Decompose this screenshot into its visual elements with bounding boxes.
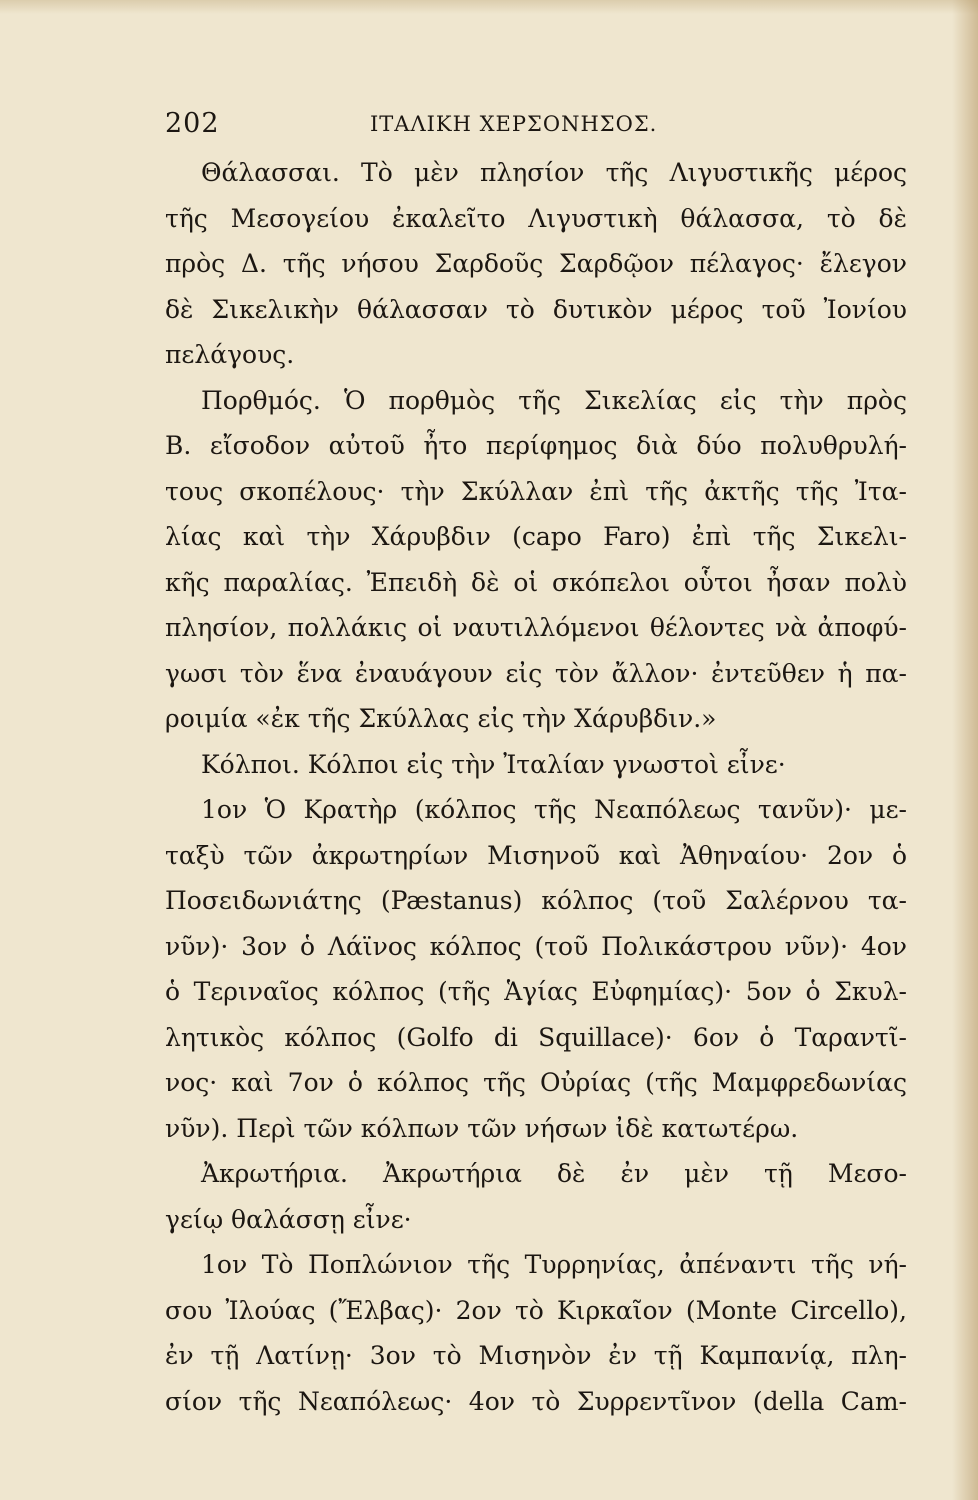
text-line: νῦν). Περὶ τῶν κόλπων τῶν νήσων ἰδὲ κατωτέρω.	[165, 1113, 799, 1143]
text-line: ταξὺ τῶν ἀκρωτηρίων Μισηνοῦ καὶ Ἀθηναίου· 2ον ὁ	[165, 840, 907, 870]
running-title: ΙΤΑΛΙΚΗ ΧΕΡΣΟΝΗΣΟΣ.	[370, 112, 658, 136]
text-line: κῆς παραλίας. Ἐπειδὴ δὲ οἱ σκόπελοι οὗτοι ἦσαν πολὺ	[165, 567, 907, 597]
text-line: Ποσειδωνιάτης (Pæstanus) κόλπος (τοῦ Σαλέρνου τα-	[165, 886, 907, 915]
text-line: ὁ Τεριναῖος κόλπος (τῆς Ἁγίας Εὐφημίας)· 5ον ὁ Σκυλ-	[165, 977, 907, 1006]
text-line: λίας καὶ τὴν Χάρυβδιν (capo Faro) ἐπὶ τῆς Σικελι-	[165, 522, 907, 551]
page-top-edge	[0, 0, 978, 14]
text-line: ροιμία «ἐκ τῆς Σκύλλας εἰς τὴν Χάρυβδιν.»	[165, 704, 717, 733]
text-line: Πορθμός. Ὁ πορθμὸς τῆς Σικελίας εἰς τὴν πρὸς	[201, 385, 907, 415]
text-line: ἐν τῇ Λατίνῃ· 3ον τὸ Μισηνὸν ἐν τῇ Καμπανίᾳ, πλη-	[165, 1341, 907, 1370]
text-line: πελάγους.	[165, 340, 295, 369]
body-text	[165, 150, 907, 1424]
text-line: τῆς Μεσογείου ἐκαλεῖτο Λιγυστικὴ θάλασσα, τὸ δὲ	[165, 203, 907, 233]
text-line: πρὸς Δ. τῆς νήσου Σαρδοῦς Σαρδῷον πέλαγος· ἔλεγον	[165, 249, 907, 278]
text-line: σίον τῆς Νεαπόλεως· 4ον τὸ Συρρεντῖνον (della Cam-	[165, 1386, 907, 1416]
page-header	[165, 108, 905, 148]
text-line: Κόλποι. Κόλποι εἰς τὴν Ἰταλίαν γνωστοὶ εἶνε·	[201, 749, 786, 779]
text-line: 1ον Τὸ Ποπλώνιον τῆς Τυρρηνίας, ἀπέναντι τῆς νή-	[201, 1250, 907, 1279]
text-line: σου Ἰλούας (Ἔλβας)· 2ον τὸ Κιρκαῖον (Monte Circello),	[165, 1295, 907, 1325]
text-line: νῦν)· 3ον ὁ Λάϊνος κόλπος (τοῦ Πολικάστρου νῦν)· 4ον	[165, 931, 907, 961]
text-line: γείῳ θαλάσσῃ εἶνε·	[165, 1204, 412, 1234]
text-line: Ἀκρωτήρια. Ἀκρωτήρια δὲ ἐν μὲν τῇ Μεσο-	[201, 1159, 907, 1188]
page-right-edge	[952, 0, 978, 1500]
text-line: πλησίον, πολλάκις οἱ ναυτιλλόμενοι θέλοντες νὰ ἀποφύ-	[165, 613, 907, 642]
text-line: 1ον Ὁ Κρατὴρ (κόλπος τῆς Νεαπόλεως τανῦν)· με-	[201, 795, 907, 824]
text-line: νος· καὶ 7ον ὁ κόλπος τῆς Οὐρίας (τῆς Μαμφρεδωνίας	[165, 1068, 907, 1097]
text-line: Β. εἴσοδον αὐτοῦ ἦτο περίφημος διὰ δύο πολυθρυλή-	[165, 431, 907, 460]
page-number: 202	[165, 108, 220, 139]
text-line: Θάλασσαι. Τὸ μὲν πλησίον τῆς Λιγυστικῆς μέρος	[201, 158, 907, 187]
text-line: δὲ Σικελικὴν θάλασσαν τὸ δυτικὸν μέρος τοῦ Ἰονίου	[165, 294, 907, 324]
text-line: γωσι τὸν ἕνα ἐναυάγουν εἰς τὸν ἄλλον· ἐντεῦθεν ἡ πα-	[165, 658, 907, 688]
text-line: τους σκοπέλους· τὴν Σκύλλαν ἐπὶ τῆς ἀκτῆς τῆς Ἰτα-	[165, 476, 907, 506]
text-line: λητικὸς κόλπος (Golfo di Squillace)· 6ον ὁ Ταραντῖ-	[165, 1022, 907, 1052]
